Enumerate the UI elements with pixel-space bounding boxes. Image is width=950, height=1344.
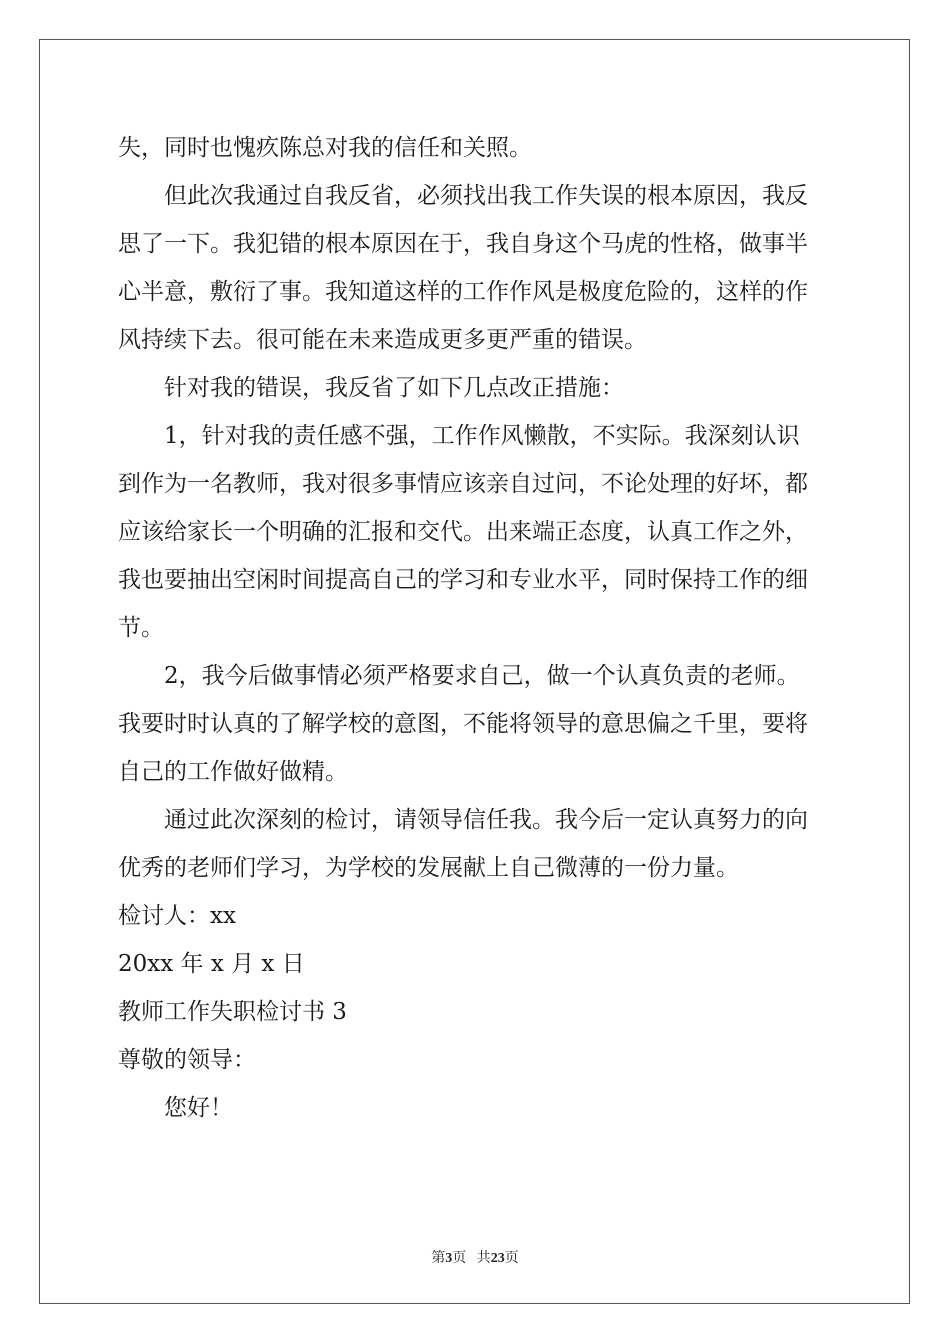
document-body — [118, 124, 838, 1132]
text-line: 节。 — [118, 615, 164, 641]
footer-page-number: 3 — [445, 1251, 453, 1266]
text-line: 风持续下去。很可能在未来造成更多更严重的错误。 — [118, 327, 647, 353]
text-line: 心半意，敷衍了事。我知道这样的工作作风是极度危险的，这样的作 — [118, 279, 808, 305]
text-line: 自己的工作做好做精。 — [118, 759, 348, 785]
greeting: 您好！ — [164, 1095, 233, 1121]
text-line: 思了一下。我犯错的根本原因在于，我自身这个马虎的性格，做事半 — [118, 231, 808, 257]
paragraph-line: 1，针对我的责任感不强，工作作风懒散，不实际。我深刻认识 — [164, 423, 800, 449]
date-line: 20xx 年 x 月 x 日 — [118, 951, 305, 977]
section-title: 教师工作失职检讨书 3 — [118, 999, 347, 1025]
text-line: 失，同时也愧疚陈总对我的信任和关照。 — [118, 135, 532, 161]
text-line: 应该给家长一个明确的汇报和交代。出来端正态度，认真工作之外， — [118, 519, 808, 545]
text-line: 到作为一名教师，我对很多事情应该亲自过问，不论处理的好坏，都 — [118, 471, 808, 497]
salutation: 尊敬的领导： — [118, 1047, 256, 1073]
paragraph-line: 2，我今后做事情必须严格要求自己，做一个认真负责的老师。 — [164, 663, 800, 689]
page-footer — [0, 1247, 950, 1267]
footer-page-suffix: 页 — [452, 1251, 467, 1266]
footer-page-prefix: 第 — [431, 1251, 446, 1266]
paragraph-line: 但此次我通过自我反省，必须找出我工作失误的根本原因，我反 — [164, 183, 808, 209]
text-line: 我也要抽出空闲时间提高自己的学习和专业水平，同时保持工作的细 — [118, 567, 808, 593]
paragraph-line: 针对我的错误，我反省了如下几点改正措施： — [164, 375, 624, 401]
footer-total-prefix: 共 — [476, 1251, 491, 1266]
paragraph-line: 通过此次深刻的检讨，请领导信任我。我今后一定认真努力的向 — [164, 807, 808, 833]
footer-total-pages: 23 — [490, 1251, 505, 1266]
text-line: 优秀的老师们学习，为学校的发展献上自己微薄的一份力量。 — [118, 855, 739, 881]
text-line: 我要时时认真的了解学校的意图，不能将领导的意思偏之千里，要将 — [118, 711, 808, 737]
footer-total-suffix: 页 — [504, 1251, 519, 1266]
signer-line: 检讨人：xx — [118, 903, 236, 929]
